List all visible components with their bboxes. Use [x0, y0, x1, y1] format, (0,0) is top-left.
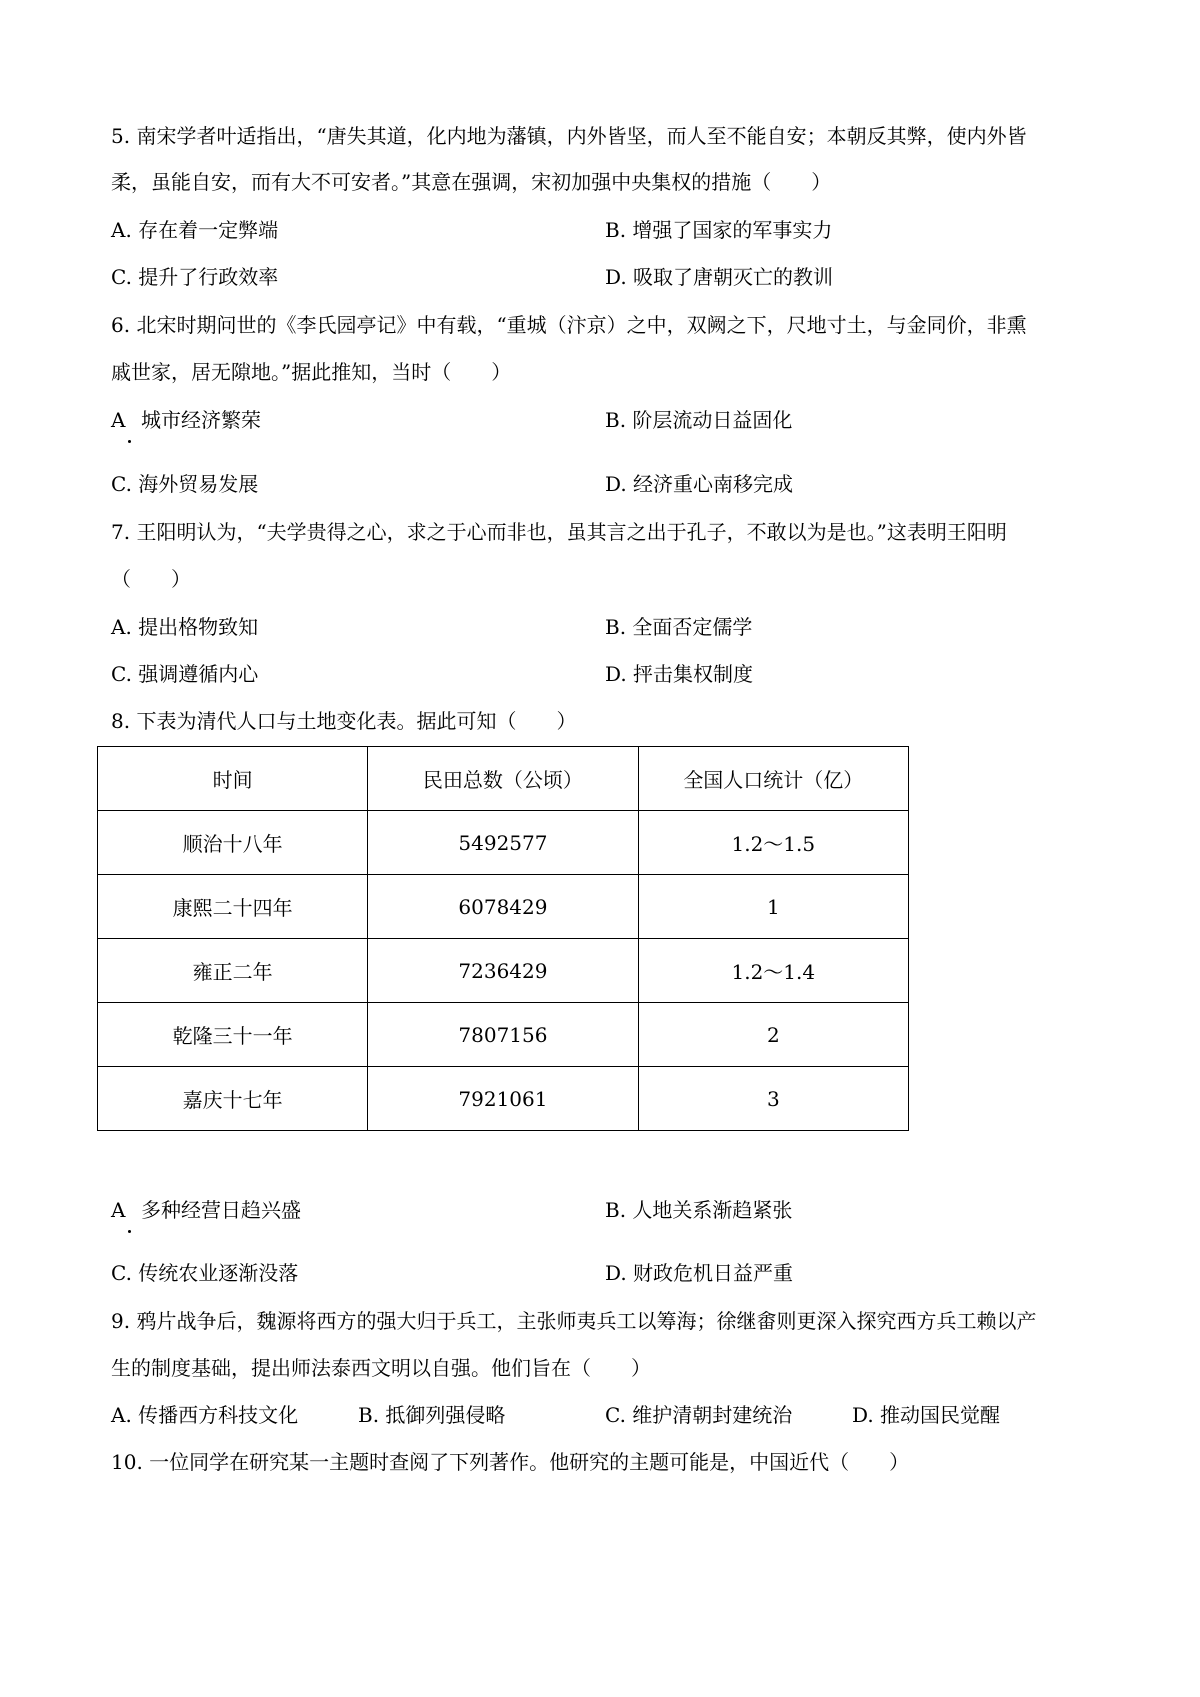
q7-option-d[interactable]: D. 抨击集权制度 [605, 662, 754, 686]
q6-option-a-text[interactable]: 城市经济繁荣 [141, 408, 261, 432]
table-cell: 7921061 [368, 1067, 638, 1131]
table-cell: 3 [638, 1067, 908, 1131]
q6-option-a-letter[interactable]: A [111, 408, 126, 432]
table-row [98, 939, 909, 1003]
table-row [98, 811, 909, 875]
q7-option-b[interactable]: B. 全面否定儒学 [605, 615, 753, 639]
table-cell: 康熙二十四年 [98, 875, 368, 939]
q9-option-b[interactable]: B. 抵御列强侵略 [358, 1403, 506, 1427]
q7-line-1: 7. 王阳明认为，“夫学贵得之心，求之于心而非也，虽其言之出于孔子，不敢以为是也。”这表明王阳明 [111, 520, 1007, 544]
q8-option-c[interactable]: C. 传统农业逐渐没落 [111, 1261, 299, 1285]
q8-option-a-text[interactable]: 多种经营日趋兴盛 [141, 1198, 301, 1222]
q6-option-c[interactable]: C. 海外贸易发展 [111, 472, 259, 496]
table-cell: 7807156 [368, 1003, 638, 1067]
q5-line-1: 5. 南宋学者叶适指出，“唐失其道，化内地为藩镇，内外皆坚，而人至不能自安；本朝反其弊，使内外皆 [111, 124, 1027, 148]
q9-line-2: 生的制度基础，提出师法泰西文明以自强。他们旨在（ ） [111, 1356, 651, 1380]
table-row [98, 1067, 909, 1131]
q8-option-b[interactable]: B. 人地关系渐趋紧张 [605, 1198, 793, 1222]
q8-option-a-dot [128, 1230, 131, 1233]
table-row [98, 875, 909, 939]
table-cell: 顺治十八年 [98, 811, 368, 875]
q9-option-a[interactable]: A. 传播西方科技文化 [111, 1403, 299, 1427]
q8-option-a-letter[interactable]: A [111, 1198, 126, 1222]
table-header-row [98, 747, 909, 811]
q10-line-1: 10. 一位同学在研究某一主题时查阅了下列著作。他研究的主题可能是，中国近代（ ） [111, 1450, 910, 1474]
q5-option-d[interactable]: D. 吸取了唐朝灭亡的教训 [605, 265, 834, 289]
q5-line-2: 柔，虽能自安，而有大不可安者。”其意在强调，宋初加强中央集权的措施（ ） [111, 170, 832, 194]
q6-option-a-dot [128, 440, 131, 443]
table-cell: 1 [638, 875, 908, 939]
table-row [98, 1003, 909, 1067]
table-cell: 嘉庆十七年 [98, 1067, 368, 1131]
q9-option-d[interactable]: D. 推动国民觉醒 [852, 1403, 1001, 1427]
q7-line-2: （ ） [111, 567, 191, 591]
q7-option-c[interactable]: C. 强调遵循内心 [111, 662, 259, 686]
q6-line-1: 6. 北宋时期问世的《李氏园亭记》中有载，“重城（汴京）之中，双阙之下，尺地寸土，与金同价，非熏 [111, 313, 1027, 337]
table-cell: 5492577 [368, 811, 638, 875]
q5-option-a[interactable]: A. 存在着一定弊端 [111, 218, 279, 242]
q9-option-c[interactable]: C. 维护清朝封建统治 [605, 1403, 793, 1427]
table-cell: 6078429 [368, 875, 638, 939]
q6-option-d[interactable]: D. 经济重心南移完成 [605, 472, 794, 496]
table-header-land: 民田总数（公顷） [368, 747, 638, 811]
q7-option-a[interactable]: A. 提出格物致知 [111, 615, 259, 639]
table-cell: 1.2～1.5 [638, 811, 908, 875]
table-cell: 2 [638, 1003, 908, 1067]
table-header-population: 全国人口统计（亿） [638, 747, 908, 811]
q9-line-1: 9. 鸦片战争后，魏源将西方的强大归于兵工，主张师夷兵工以筹海；徐继畬则更深入探究西方兵工赖以产 [111, 1309, 1037, 1333]
table-cell: 7236429 [368, 939, 638, 1003]
q5-option-c[interactable]: C. 提升了行政效率 [111, 265, 279, 289]
table-cell: 乾隆三十一年 [98, 1003, 368, 1067]
table-header-time: 时间 [98, 747, 368, 811]
table-cell: 1.2～1.4 [638, 939, 908, 1003]
q8-option-d[interactable]: D. 财政危机日益严重 [605, 1261, 794, 1285]
table-cell: 雍正二年 [98, 939, 368, 1003]
q6-option-b[interactable]: B. 阶层流动日益固化 [605, 408, 793, 432]
q8-line-1: 8. 下表为清代人口与土地变化表。据此可知（ ） [111, 709, 577, 733]
q5-option-b[interactable]: B. 增强了国家的军事实力 [605, 218, 833, 242]
population-land-table [97, 746, 909, 1131]
q6-line-2: 戚世家，居无隙地。”据此推知，当时（ ） [111, 360, 512, 384]
